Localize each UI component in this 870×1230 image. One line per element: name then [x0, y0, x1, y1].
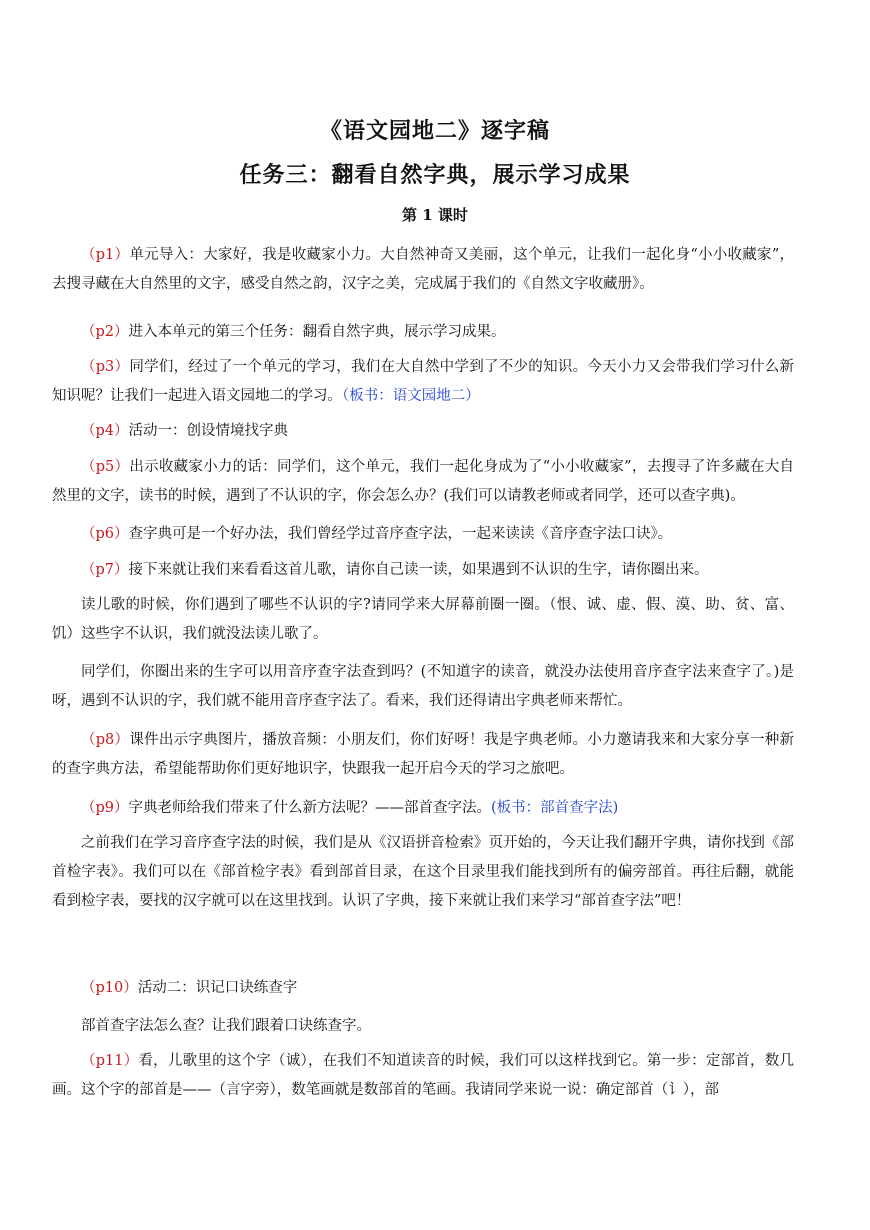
- paragraph-text: 课件出示字典图片，播放音频：小朋友们，你们好呀！我是字典老师。小力邀请我来和大家分享一种新的查字典方法，希望能帮助你们更好地识字，快跟我一起开启今天的学习之旅吧。: [52, 732, 794, 777]
- paragraph-p8: [52, 726, 794, 784]
- document-title: 《语文园地二》逐字稿: [319, 118, 550, 144]
- paragraph-text: 同学们，你圈出来的生字可以用音序查字法查到吗？(不知道字的读音，就没办法使用音序查字法来查字了。)是呀，遇到不认识的字，我们就不能用音序查字法了。看来，我们还得请出字典老师来帮忙。: [52, 664, 794, 709]
- paragraph-tag: （p6）: [81, 526, 129, 542]
- paragraph-unmarked-1: [52, 591, 794, 649]
- paragraph-text: 接下来就让我们来看看这首儿歌，请你自己读一读，如果遇到不认识的生字，请你圈出来。: [128, 562, 709, 578]
- paragraph-text: 部首查字法怎么查？让我们跟着口诀练查字。: [81, 1018, 371, 1034]
- paragraph-text: 之前我们在学习音序查字法的时候，我们是从《汉语拼音检索》页开始的，今天让我们翻开字典，请你找到《部首检字表》。我们可以在《部首检字表》看到部首目录，在这个目录里我们能找到所有的偏旁部首。再往后翻，就能看到检字表，要找的汉字就可以在这里找到。认识了字典，接下来就让我们来学习“部首查字法”吧！: [52, 835, 794, 909]
- paragraph-text: 读儿歌的时候，你们遇到了哪些不认识的字?请同学来大屏幕前圈一圈。（恨、诚、虚、假、漠、助、贫、富、饥）这些字不认识，我们就没法读儿歌了。: [52, 597, 794, 642]
- paragraph-text: 活动二：识记口诀练查字: [137, 980, 298, 996]
- task-subtitle: 任务三：翻看自然字典，展示学习成果: [239, 162, 631, 188]
- paragraph-text: 查字典可是一个好办法，我们曾经学过音序查字法，一起来读读《音序查字法口诀》。: [128, 526, 673, 542]
- paragraph-tag: （p3）: [81, 359, 130, 375]
- paragraph-p6: [52, 520, 794, 549]
- paragraph-text: 单元导入：大家好，我是收藏家小力。大自然神奇又美丽，这个单元，让我们一起化身“小小收藏家”，去搜寻藏在大自然里的文字，感受自然之韵，汉字之美，完成属于我们的《自然文字收藏册》。: [52, 247, 794, 292]
- paragraph-tag: （p5）: [81, 459, 130, 475]
- paragraph-text: 出示收藏家小力的话：同学们，这个单元，我们一起化身成为了“小小收藏家”，去搜寻了许多藏在大自然里的文字，读书的时候，遇到了不认识的字，你会怎么办？(我们可以请教老师或者同学，还可以查字典)。: [52, 459, 794, 504]
- paragraph-text: 看，儿歌里的这个字（诚），在我们不知道读音的时候，我们可以这样找到它。第一步：定部首，数几画。这个字的部首是——（言字旁），数笔画就是数部首的笔画。我请同学来说一说：确定部首（讠），部: [52, 1053, 794, 1098]
- paragraph-tag: （p7）: [81, 562, 129, 578]
- paragraph-p5: [52, 453, 794, 511]
- board-note: （板书：语文园地二）: [342, 388, 480, 404]
- paragraph-tag: （p9）: [81, 800, 129, 816]
- paragraph-p4: [52, 417, 794, 446]
- paragraph-unmarked-2: [52, 658, 794, 716]
- paragraph-p11: [52, 1047, 794, 1105]
- paragraph-tag: （p2）: [81, 324, 129, 340]
- paragraph-tag: （p1）: [81, 247, 130, 263]
- paragraph-text: 同学们，经过了一个单元的学习，我们在大自然中学到了不少的知识。今天小力又会带我们学习什么新知识呢？让我们一起进入语文园地二的学习。: [52, 359, 794, 404]
- paragraph-text: 进入本单元的第三个任务：翻看自然字典，展示学习成果。: [128, 324, 506, 340]
- paragraph-unmarked-3: [52, 829, 794, 916]
- paragraph-unmarked-4: [52, 1012, 794, 1041]
- paragraph-p9: [52, 794, 794, 823]
- paragraph-p2: [52, 318, 794, 347]
- paragraph-tag: （p4）: [81, 423, 129, 439]
- paragraph-text: 字典老师给我们带来了什么新方法呢？——部首查字法。: [128, 800, 492, 816]
- board-note: (板书：部首查字法): [491, 800, 619, 816]
- paragraph-tag: （p11）: [81, 1053, 139, 1069]
- paragraph-p3: [52, 353, 794, 411]
- lesson-label: 第 1 课时: [402, 206, 468, 224]
- paragraph-text: 活动一：创设情境找字典: [128, 423, 289, 439]
- paragraph-tag: （p8）: [81, 732, 130, 748]
- paragraph-p7: [52, 556, 794, 585]
- paragraph-p10: [52, 974, 794, 1003]
- paragraph-tag: （p10）: [81, 980, 138, 996]
- paragraph-p1: [52, 241, 794, 299]
